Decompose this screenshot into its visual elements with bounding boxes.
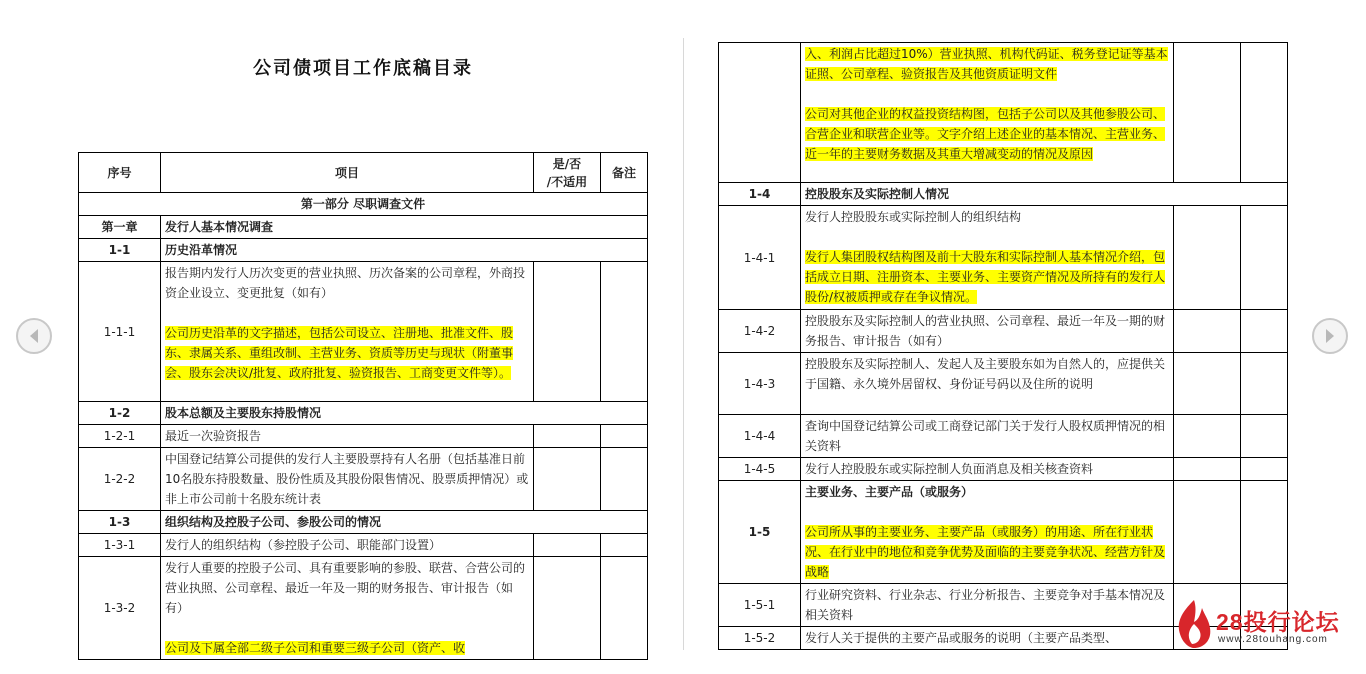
remarks-cell (1241, 458, 1288, 481)
item-paragraph-block (165, 558, 529, 618)
highlighted-text: 发行人集团股权结构图及前十大股东和实际控制人基本情况介绍，包括成立日期、注册资本、主要业务、主要资产情况及所持有的发行人股份/权被质押或存在争议情况。 (805, 250, 1166, 304)
applicable-cell (534, 534, 601, 557)
row-number: 1-2 (79, 402, 161, 425)
item-paragraph-block (805, 207, 1169, 227)
header-item: 项目 (161, 153, 534, 193)
row-number: 1-3-2 (79, 557, 161, 660)
item-text: 主要业务、主要产品（或服务） (805, 485, 974, 499)
table-row (719, 310, 1288, 353)
row-number: 1-4-5 (719, 458, 801, 481)
item-paragraph-block (805, 585, 1169, 625)
applicable-cell (1174, 353, 1241, 415)
applicable-cell (1174, 206, 1241, 310)
row-item (801, 481, 1174, 584)
remarks-cell (1241, 310, 1288, 353)
highlighted-text: 公司对其他企业的权益投资结构图，包括子公司以及其他参股公司、合营企业和联营企业等。文字介绍上述企业的基本情况、主营业务、近一年的主要财务数据及其重大增减变动的情况及原因 (805, 107, 1166, 161)
item-paragraph-block (165, 535, 529, 555)
row-item (801, 43, 1174, 183)
row-number: 1-5-2 (719, 627, 801, 650)
paragraph-gap (805, 227, 1169, 247)
table-row (79, 239, 648, 262)
applicable-cell (534, 425, 601, 448)
item-paragraph-block (805, 459, 1169, 479)
applicable-cell (534, 262, 601, 402)
table-row (79, 448, 648, 511)
applicable-cell (534, 557, 601, 660)
item-paragraph-block (805, 482, 1169, 502)
item-paragraph-block (805, 416, 1169, 456)
table-row (79, 511, 648, 534)
table-row (719, 183, 1288, 206)
right-page (684, 0, 1366, 674)
chevron-left-icon (27, 328, 41, 344)
row-number: 1-5 (719, 481, 801, 584)
table-row (79, 402, 648, 425)
row-item (161, 425, 534, 448)
item-paragraph-block (165, 449, 529, 509)
applicable-cell (1174, 415, 1241, 458)
applicable-cell (1174, 458, 1241, 481)
paragraph-gap (165, 618, 529, 638)
row-number: 1-4-2 (719, 310, 801, 353)
item-text: 中国登记结算公司提供的发行人主要股票持有人名册（包括基准日前10名股东持股数量、股份性质及其股份限售情况、股票质押情况）或非上市公司前十名股东统计表 (165, 452, 529, 506)
row-item (801, 206, 1174, 310)
table-row (719, 458, 1288, 481)
chapter-no: 第一章 (79, 216, 161, 239)
table-row (719, 481, 1288, 584)
item-paragraph-block (165, 263, 529, 303)
row-number: 1-3-1 (79, 534, 161, 557)
table-row (719, 415, 1288, 458)
item-paragraph-block (805, 247, 1169, 307)
row-number: 1-3 (79, 511, 161, 534)
watermark-url: www.28touhang.com (1218, 634, 1328, 645)
prev-page-button[interactable] (16, 318, 52, 354)
left-table (78, 152, 648, 660)
table-row (79, 557, 648, 660)
remarks-cell (1241, 481, 1288, 584)
chapter-title: 发行人基本情况调查 (161, 216, 648, 239)
remarks-cell (1241, 415, 1288, 458)
section-title: 股本总额及主要股东持股情况 (161, 402, 648, 425)
item-paragraph-block (805, 44, 1169, 84)
item-paragraph-block (165, 638, 529, 658)
highlighted-text: 公司历史沿革的文字描述，包括公司设立、注册地、批准文件、股东、隶属关系、重组改制、主营业务、资质等历史与现状（附董事会、股东会决议/批复、政府批复、验资报告、工商变更文件等）。 (165, 326, 514, 380)
paragraph-gap (805, 84, 1169, 104)
table-header-row (79, 153, 648, 193)
watermark (1174, 598, 1354, 652)
section-title: 组织结构及控股子公司、参股公司的情况 (161, 511, 648, 534)
remarks-cell (601, 425, 648, 448)
row-item (801, 458, 1174, 481)
row-item (801, 353, 1174, 415)
table-row (719, 206, 1288, 310)
item-text: 行业研究资料、行业杂志、行业分析报告、主要竞争对手基本情况及相关资料 (805, 588, 1166, 622)
watermark-brand: 28投行论坛 (1216, 609, 1340, 635)
row-number: 1-4-1 (719, 206, 801, 310)
chevron-right-icon (1323, 328, 1337, 344)
item-paragraph-block (165, 426, 529, 446)
item-text: 发行人的组织结构（参控股子公司、职能部门设置） (165, 538, 442, 552)
header-applicable: 是/否 /不适用 (534, 153, 601, 193)
row-number: 1-1 (79, 239, 161, 262)
remarks-cell (601, 557, 648, 660)
row-number: 1-2-2 (79, 448, 161, 511)
applicable-cell (1174, 481, 1241, 584)
row-number: 1-1-1 (79, 262, 161, 402)
item-text: 报告期内发行人历次变更的营业执照、历次备案的公司章程，外商投资企业设立、变更批复（如有） (165, 266, 526, 300)
table-row (79, 534, 648, 557)
item-paragraph-block (805, 628, 1169, 648)
next-page-button[interactable] (1312, 318, 1348, 354)
row-item (801, 627, 1174, 650)
row-number: 1-5-1 (719, 584, 801, 627)
item-paragraph-block (165, 323, 529, 383)
row-item (161, 557, 534, 660)
highlighted-text: 公司所从事的主要业务、主要产品（或服务）的用途、所在行业状况、在行业中的地位和竞争优势及面临的主要竞争状况、经营方针及战略 (805, 525, 1166, 579)
highlighted-text: 入、利润占比超过10%）营业执照、机构代码证、税务登记证等基本证照、公司章程、验资报告及其他资质证明文件 (805, 47, 1168, 81)
right-table (718, 42, 1288, 650)
part-row (79, 193, 648, 216)
item-text: 发行人关于提供的主要产品或服务的说明（主要产品类型、 (805, 631, 1118, 645)
remarks-cell (1241, 206, 1288, 310)
item-text: 控股股东及实际控制人的营业执照、公司章程、最近一年及一期的财务报告、审计报告（如有） (805, 314, 1166, 348)
table-row (79, 262, 648, 402)
highlighted-text: 公司及下属全部二级子公司和重要三级子公司（资产、收 (165, 641, 466, 655)
remarks-cell (601, 448, 648, 511)
applicable-cell (534, 448, 601, 511)
table-row (719, 353, 1288, 415)
row-number (719, 43, 801, 183)
row-item (801, 310, 1174, 353)
item-paragraph-block (805, 104, 1169, 164)
item-text: 最近一次验资报告 (165, 429, 262, 443)
item-text: 查询中国登记结算公司或工商登记部门关于发行人股权质押情况的相关资料 (805, 419, 1166, 453)
item-text: 控股股东及实际控制人、发起人及主要股东如为自然人的，应提供关于国籍、永久境外居留权、身份证号码以及住所的说明 (805, 357, 1166, 391)
applicable-cell (1174, 43, 1241, 183)
item-text: 发行人控股股东或实际控制人负面消息及相关核查资料 (805, 462, 1094, 476)
item-paragraph-block (805, 354, 1169, 394)
item-paragraph-block (805, 311, 1169, 351)
row-number: 1-4 (719, 183, 801, 206)
row-item (161, 262, 534, 402)
row-number: 1-2-1 (79, 425, 161, 448)
table-row (79, 425, 648, 448)
item-paragraph-block (805, 522, 1169, 582)
section-title: 历史沿革情况 (161, 239, 648, 262)
paragraph-gap (805, 502, 1169, 522)
table-row (719, 43, 1288, 183)
paragraph-gap (165, 303, 529, 323)
chapter-row (79, 216, 648, 239)
row-number: 1-4-4 (719, 415, 801, 458)
document-title: 公司债项目工作底稿目录 (253, 58, 473, 79)
remarks-cell (1241, 353, 1288, 415)
applicable-cell (1174, 310, 1241, 353)
row-item (801, 584, 1174, 627)
header-no: 序号 (79, 153, 161, 193)
header-remarks: 备注 (601, 153, 648, 193)
remarks-cell (601, 534, 648, 557)
flame-logo-icon (1174, 598, 1214, 650)
row-item (801, 415, 1174, 458)
row-number: 1-4-3 (719, 353, 801, 415)
item-text: 发行人控股股东或实际控制人的组织结构 (805, 210, 1022, 224)
row-item (161, 534, 534, 557)
row-item (161, 448, 534, 511)
remarks-cell (1241, 43, 1288, 183)
remarks-cell (601, 262, 648, 402)
section-title: 控股股东及实际控制人情况 (801, 183, 1288, 206)
item-text: 发行人重要的控股子公司、具有重要影响的参股、联营、合营公司的营业执照、公司章程、最近一年及一期的财务报告、审计报告（如有） (165, 561, 526, 615)
part-title: 第一部分 尽职调查文件 (79, 193, 648, 216)
